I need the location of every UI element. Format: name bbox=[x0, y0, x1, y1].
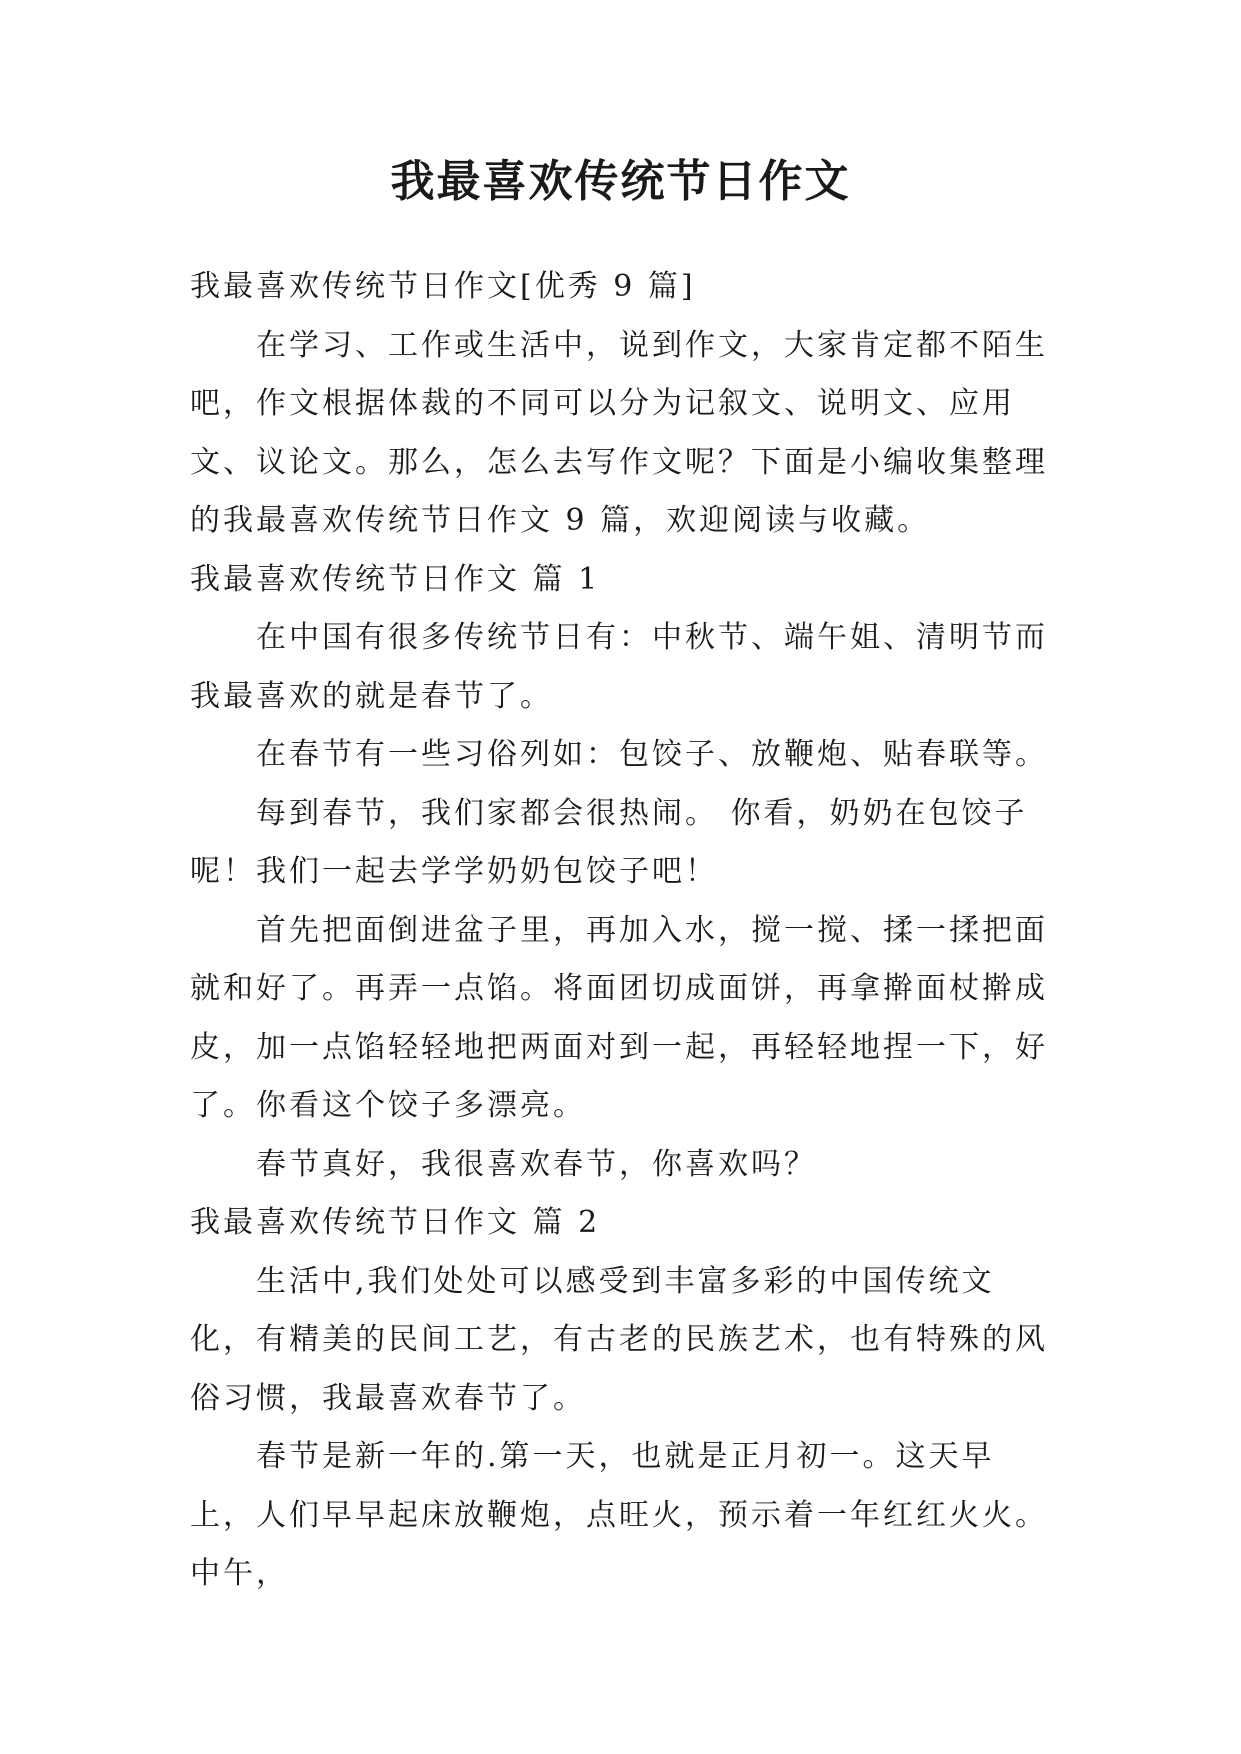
section-heading-1: 我最喜欢传统节日作文 篇 1 bbox=[190, 561, 601, 597]
subtitle-line: 我最喜欢传统节日作文[优秀 9 篇] bbox=[190, 269, 696, 304]
section-heading-2: 我最喜欢传统节日作文 篇 2 bbox=[190, 1205, 601, 1240]
paragraph: 首先把面倒进盆子里，再加入水，搅一搅、揉一揉把面就和好了。再弄一点馅。将面团切成面饼，再拿擀面杖擀成皮，加一点馅轻轻地把两面对到一起，再轻轻地捏一下，好了。你看这个饺子多漂亮。 bbox=[190, 912, 1048, 1123]
paragraph: 春节是新一年的.第一天，也就是正月初一。这天早上，人们早早起床放鞭炮，点旺火，预示着一年红红火火。中午， bbox=[190, 1439, 1048, 1591]
paragraph: 在春节有一些习俗列如：包饺子、放鞭炮、贴春联等。 bbox=[256, 737, 1048, 772]
paragraph: 每到春节，我们家都会很热闹。 你看，奶奶在包饺子呢！我们一起去学学奶奶包饺子吧！ bbox=[190, 795, 1028, 889]
document-title: 我最喜欢传统节日作文 bbox=[390, 156, 851, 207]
document-body bbox=[190, 258, 1060, 1604]
paragraph: 在中国有很多传统节日有：中秋节、端午姐、清明节而我最喜欢的就是春节了。 bbox=[190, 620, 1048, 714]
paragraph: 春节真好，我很喜欢春节，你喜欢吗？ bbox=[256, 1146, 817, 1182]
paragraph: 生活中,我们处处可以感受到丰富多彩的中国传统文化，有精美的民间工艺，有古老的民族艺术，也有特殊的风俗习惯，我最喜欢春节了。 bbox=[190, 1263, 1048, 1416]
intro-paragraph: 在学习、工作或生活中，说到作文，大家肯定都不陌生吧，作文根据体裁的不同可以分为记叙文、说明文、应用文、议论文。那么，怎么去写作文呢？下面是小编收集整理的我最喜欢传统节日作文 9 篇，欢迎阅读与收藏。 bbox=[190, 327, 1048, 538]
